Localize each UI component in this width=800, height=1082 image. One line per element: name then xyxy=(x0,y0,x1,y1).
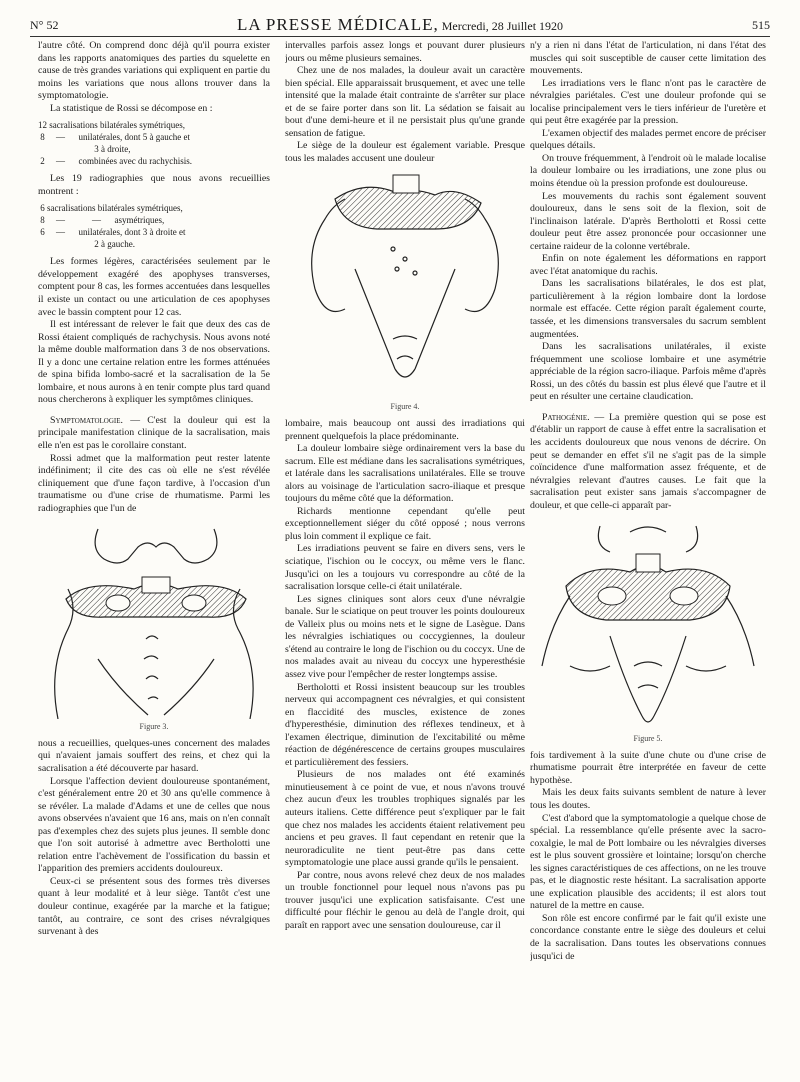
paragraph: l'autre côté. On comprend donc déjà qu'il pourra exister dans les rapports anatomiques des parties du squelette en cause de très grandes variations qui expliquent en partie du moins les variations que nous allons trouver dans la symptomatologie. xyxy=(38,40,270,102)
page-number: 515 xyxy=(752,18,770,32)
paragraph: Les signes cliniques sont alors ceux d'une névralgie banale. Sur le sciatique on peut trouver les points douloureux de Valleix plus ou moins nets et le signe de Lasègue. Dans les névralgies ischiatiques ou coccygiennes, la douleur s'étend au contraire le long de l'ischion ou du coccyx. Une de nos malades avait au niveau du coccyx une hyperesthésie assez vive pour l'empêcher de rester longtemps assise. xyxy=(285,593,525,680)
list-item: 3 à droite, xyxy=(38,144,131,155)
figure-4 xyxy=(285,169,525,414)
paragraph: n'y a rien ni dans l'état de l'articulation, ni dans l'état des muscles qui soit susceptible de causer cette limitation des mouvements. xyxy=(530,40,766,77)
paragraph: Chez une de nos malades, la douleur avait un caractère bien spécial. Elle apparaissait brusquement, et avec une telle intensité que la malade était contrainte de s'arrêter sur place et de se faire porter dans son lit. La sédation se faisait au bout d'une demi-heure et il ne persistait plus qu'une grande sensation de fatigue. xyxy=(285,65,525,139)
paragraph: Ceux-ci se présentent sous des formes très diverses quant à leur modalité et à leur siège. Tantôt c'est une douleur continue, exagérée par la marche et la fatigue; tantôt, au contraire, ce sont des crises névralgiques survenant à des xyxy=(38,875,270,938)
figure-5 xyxy=(530,516,766,746)
paragraph: On trouve fréquemment, à l'endroit où le malade localise la douleur lombaire ou les irradiations, une zone plus ou moins étendue où la pression profonde est douloureuse. xyxy=(530,152,766,190)
paragraph: Dans les sacralisations bilatérales, le dos est plat, particulièrement à la région lombaire dont la lordose normale est effacée. Cette région paraît également courte, tassée, et les dimensions transversales du sacrum semblent augmentées. xyxy=(530,278,766,340)
section-heading-pathogenie: Pathogénie. xyxy=(542,411,590,423)
sacrum-xray-drawing-5 xyxy=(530,516,766,731)
paragraph: Il est intéressant de relever le fait que deux des cas de Rossi étaient compliqués de rachychysis. Nous avons noté la même double malformation dans 3 de nos observations. Il y a donc une certaine relation entre les formes atténuées de spina bifida lombo-sacré et la sacralisation de la 5e lombaire, et nous aurons à en tenir compte plus tard quand nous chercherons à expliquer les symptômes cliniques. xyxy=(38,319,270,406)
column-1 xyxy=(38,40,270,1070)
paragraph: Dans les sacralisations unilatérales, il existe fréquemment une scoliose lombaire et une asymétrie appréciable de la région sacro-iliaque. Parfois même d'après Rossi, un des côtés du bassin est plus élevé que l'autre et il peut en résulter une certaine claudication. xyxy=(530,341,766,403)
list-item: 2 — combinées avec du rachychisis. xyxy=(38,156,192,167)
paragraph: Lorsque l'affection devient douloureuse spontanément, c'est généralement entre 20 et 30 ans qu'elle commence à se révéler. La malade d'Adams et une de celles que nous avons observées n'avaient que 16 ans, mais on n'en connaît pas d'exemples chez des sujets plus jeunes. Il semble donc que l'on soit autorisé à admettre avec Bertholotti une relation entre l'achèvement de l'ossification du bassin et l'apparition des premiers accidents douloureux. xyxy=(38,775,270,875)
figure-caption: Figure 3. xyxy=(139,722,169,732)
paragraph: nous a recueillies, quelques-unes concernent des malades qui n'avaient jamais souffert des reins, et chez qui la sacralisation a été découverte par hasard. xyxy=(38,737,270,774)
paragraph: Bertholotti et Rossi insistent beaucoup sur les troubles nerveux qui accompagnent ces névralgies, et qui consistent en flaccidité des muscles, existence de zones d'hyperesthésie, diminution des réflexes tendineux, et à l'examen électrique, diminution de l'excitabilité ou même réaction de dégénérescence de certains groupes musculaires et particulièrement des fessiers. xyxy=(285,681,525,768)
paragraph: C'est d'abord que la symptomatologie a quelque chose de spécial. La ressemblance qu'elle présente avec la sacro-coxalgie, le mal de Pott lombaire ou les névralgies diverses est le plus souvent grossière et lointaine; lorsqu'on cherche les signes caractéristiques de ces affections, on ne les trouve pas, et le diagnostic reste hésitant. La sacralisation apporte une explication plausible des accidents; il est alors tout naturel de la mettre en cause. xyxy=(530,812,766,912)
masthead xyxy=(30,14,770,37)
list-item: 6 sacralisations bilatérales symétriques, xyxy=(38,203,183,214)
paragraph: La statistique de Rossi se décompose en : xyxy=(50,102,213,114)
column-3 xyxy=(530,40,766,1070)
paragraph: La douleur lombaire siège ordinairement vers la base du sacrum. Elle est médiane dans les sacralisations symétriques, et latérale dans les sacralisations unilatérales. Elle se trouve alors au voisinage de l'articulation sacro-iliaque et presque toujours du même côté que la déformation. xyxy=(285,443,525,505)
journal-title: LA PRESSE MÉDICALE, xyxy=(236,15,439,34)
list-item: 2 à gauche. xyxy=(38,239,135,250)
paragraph: Mais les deux faits suivants semblent de nature à lever tous les doutes. xyxy=(530,787,766,811)
column-2 xyxy=(285,40,525,1070)
section-heading-symptomatologie: Symptomatologie. xyxy=(50,414,123,426)
paragraph-text: — La première question qui se pose est d'établir un rapport de cause à effet entre la sacralisation et les accidents douloureux que nous venons de décrire. On peut se demander en effet s'il ne s'agit pas de la simple coïncidence d'une malformation assez fréquente, et de névralgies relevant d'autres causes. Le fait que la sacralisation peut exister sans jamais s'accompagner de douleur, et que celle-ci apparaît par- xyxy=(530,411,766,511)
rossi-statistics-list xyxy=(38,119,270,167)
sacrum-xray-drawing-4 xyxy=(285,169,525,399)
paragraph: fois tardivement à la suite d'une chute ou d'une crise de rhumatisme pourrait être interprétée en faveur de cette hypothèse. xyxy=(530,749,766,786)
paragraph: Richards mentionne cependant qu'elle peut exceptionnellement siéger du côté opposé ; nous verrons plus loin comment il explique ce fait. xyxy=(285,505,525,542)
paragraph: L'examen objectif des malades permet encore de préciser quelques détails. xyxy=(530,127,766,152)
figure-caption: Figure 4. xyxy=(390,402,420,412)
paragraph: Son rôle est encore confirmé par le fait qu'il existe une concordance constante entre le siège des douleurs et celui de la sacralisation. Dans toutes les observations connues jusqu'ici de xyxy=(530,912,766,962)
paragraph: Plusieurs de nos malades ont été examinés minutieusement à ce point de vue, et nous n'avons trouvé chez aucun d'eux les troubles trophiques signalés par les auteurs italiens. Cette différence peut s'expliquer par le fait que chez nos malades les accidents étaient relativement peu anciens et peu graves. Il faut cependant en retenir que la neuroradiculite ne tient peut-être pas dans cette symptomatologie une place aussi grande qu'ils le pensaient. xyxy=(285,769,525,869)
list-item: 12 sacralisations bilatérales symétriques, xyxy=(38,120,185,131)
paragraph: lombaire, mais beaucoup ont aussi des irradiations qui prennent quelquefois la place prédominante. xyxy=(285,418,525,442)
running-header xyxy=(30,14,770,37)
paragraph: Enfin on note également les déformations en rapport avec l'état anatomique du rachis. xyxy=(530,253,766,277)
paragraph: Les irradiations peuvent se faire en divers sens, vers le sciatique, l'ischion ou le coccyx, ou même vers le flanc. Jusqu'ici on les a toujours vu correspondre au côté de la sacralisation lorsque celle-ci était unilatérale. xyxy=(285,543,525,593)
list-item: 8 — unilatérales, dont 5 à gauche et xyxy=(38,132,190,143)
paragraph xyxy=(38,415,270,453)
paragraph-text: — C'est la douleur qui est la principale manifestation clinique de la sacralisation, mais elle n'en est pas le corollaire constant. xyxy=(38,414,270,452)
paragraph: Par contre, nous avons relevé chez deux de nos malades un trouble fonctionnel pour lequel nous n'avons pas pu trouver jusqu'ici une explication satisfaisante. C'est une difficulté pour fléchir le genou au delà de l'angle droit, qui paraît en rapport avec une sensation douloureuse, car il xyxy=(285,869,525,931)
issue-date: Mercredi, 28 Juillet 1920 xyxy=(441,19,564,33)
paragraph: Rossi admet que la malformation peut rester latente indéfiniment; il cite des cas où elle ne s'est révélée cliniquement que d'une façon tardive, à l'occasion d'un traumatisme ou d'une crise de rhumatisme. Parmi les radiographies que l'un de xyxy=(38,452,270,514)
paragraph: Les irradiations vers le flanc n'ont pas le caractère de névralgies pariétales. C'est une douleur profonde qui se localise principalement vers le tiers inférieur de l'uretère et qui peut être exagérée par la pression. xyxy=(530,77,766,127)
figure-caption: Figure 5. xyxy=(633,734,663,744)
paragraph: Les mouvements du rachis sont également souvent douloureux, dans le sens soit de la flexion, soit de l'inclinaison latérale. D'après Bertholotti et Rossi cette douleur peut être assez prononcée pour occasionner une certaine raideur de la colonne vertébrale. xyxy=(530,190,766,252)
figure-3 xyxy=(38,519,270,734)
paragraph: Le siège de la douleur est également variable. Presque tous les malades accusent une douleur xyxy=(285,140,525,164)
list-item: 8 — — asymétriques, xyxy=(38,215,165,226)
issue-number: N° 52 xyxy=(30,18,59,32)
radiography-statistics-list xyxy=(38,202,270,250)
paragraph: Les formes légères, caractérisées seulement par le développement exagéré des apophyses transverses, comptent pour 8 cas, les formes accentuées dans lesquelles il existe un contact ou une articulation de ces apophyses avec le bassin comptent pour 12 cas. xyxy=(38,256,270,318)
paragraph: Les 19 radiographies que nous avons recueillies montrent : xyxy=(38,173,270,197)
paragraph: intervalles parfois assez longs et pouvant durer plusieurs jours ou même plusieurs semaines. xyxy=(285,40,525,64)
sacrum-xray-drawing-3 xyxy=(38,519,270,719)
list-item: 6 — unilatérales, dont 3 à droite et xyxy=(38,227,186,238)
paragraph xyxy=(530,412,766,512)
